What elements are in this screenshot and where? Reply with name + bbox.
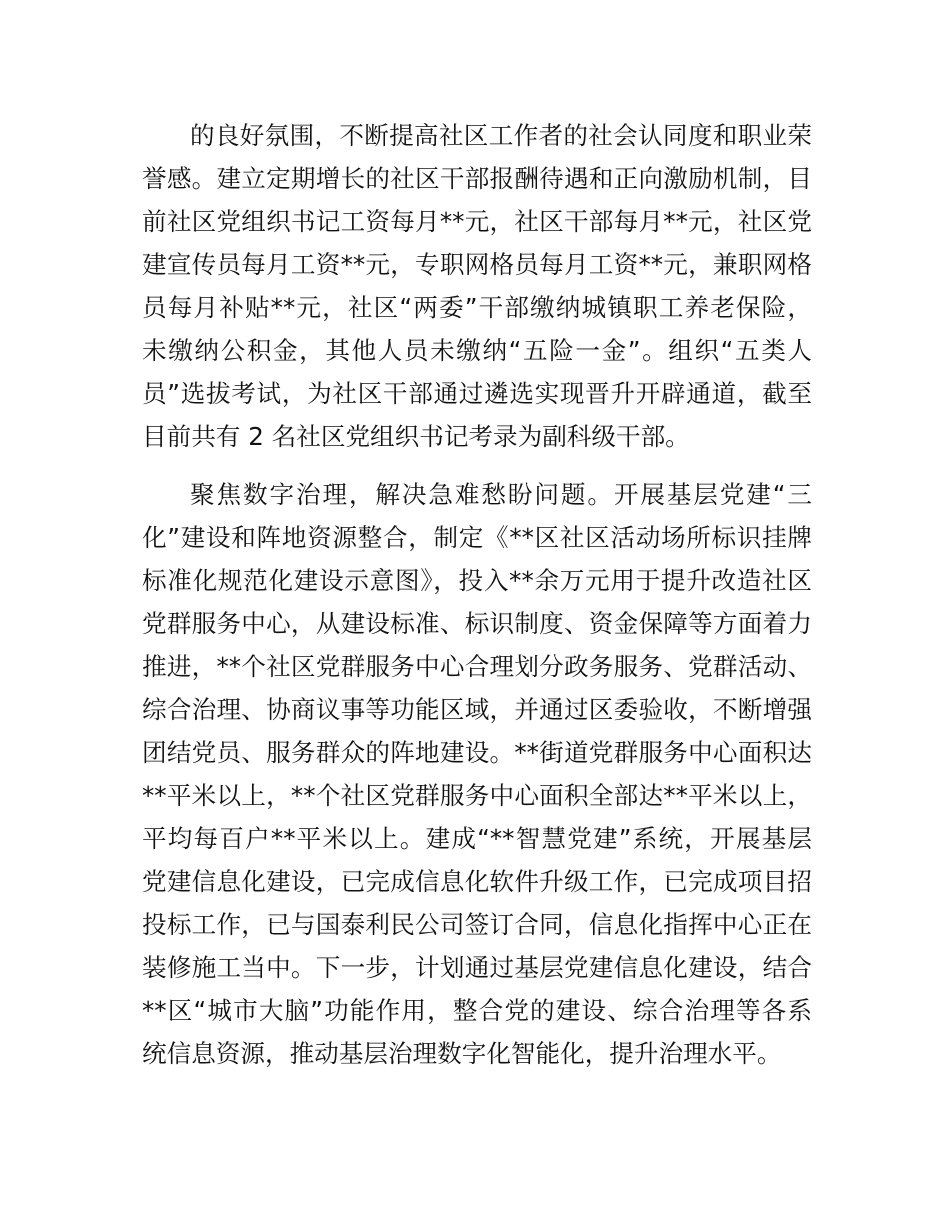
text-line: 党建信息化建设，已完成信息化软件升级工作，已完成项目招 xyxy=(142,867,812,896)
text-line: 团结党员、服务群众的阵地建设。**街道党群服务中心面积达 xyxy=(142,738,812,767)
paragraph-digital-governance xyxy=(142,473,812,1075)
text-line: 装修施工当中。下一步，计划通过基层党建信息化建设，结合 xyxy=(142,953,812,982)
text-line: 综合治理、协商议事等功能区域，并通过区委验收，不断增强 xyxy=(142,695,812,724)
text-line: **平米以上，**个社区党群服务中心面积全部达**平米以上， xyxy=(142,781,812,810)
text-line: 化”建设和阵地资源整合，制定《**区社区活动场所标识挂牌 xyxy=(142,523,812,552)
text-line: 投标工作，已与国泰利民公司签订合同，信息化指挥中心正在 xyxy=(142,910,812,939)
text-line: 推进，**个社区党群服务中心合理划分政务服务、党群活动、 xyxy=(142,652,812,681)
text-line: 的良好氛围，不断提高社区工作者的社会认同度和职业荣 xyxy=(190,121,812,150)
text-line: **区“城市大脑”功能作用，整合党的建设、综合治理等各系 xyxy=(142,996,812,1025)
text-line: 未缴纳公积金，其他人员未缴纳“五险一金”。组织“五类人 xyxy=(142,336,812,365)
text-line: 聚焦数字治理，解决急难愁盼问题。开展基层党建“三 xyxy=(190,480,812,509)
text-line: 员每月补贴**元，社区“两委”干部缴纳城镇职工养老保险， xyxy=(142,293,812,322)
text-line: 平均每百户**平米以上。建成“**智慧党建”系统，开展基层 xyxy=(142,824,812,853)
text-line: 誉感。建立定期增长的社区干部报酬待遇和正向激励机制，目 xyxy=(142,164,812,193)
text-line: 员”选拔考试，为社区干部通过遴选实现晋升开辟通道，截至 xyxy=(142,379,812,408)
text-line: 建宣传员每月工资**元，专职网格员每月工资**元，兼职网格 xyxy=(142,250,812,279)
text-line: 统信息资源，推动基层治理数字化智能化，提升治理水平。 xyxy=(142,1039,782,1068)
text-line: 标准化规范化建设示意图》，投入**余万元用于提升改造社区 xyxy=(142,566,812,595)
document-page xyxy=(142,114,812,1075)
text-line: 党群服务中心，从建设标准、标识制度、资金保障等方面着力 xyxy=(142,609,812,638)
text-line: 目前共有 2 名社区党组织书记考录为副科级干部。 xyxy=(142,422,690,451)
paragraph-continuation xyxy=(142,114,812,458)
text-line: 前社区党组织书记工资每月**元，社区干部每月**元，社区党 xyxy=(142,207,812,236)
